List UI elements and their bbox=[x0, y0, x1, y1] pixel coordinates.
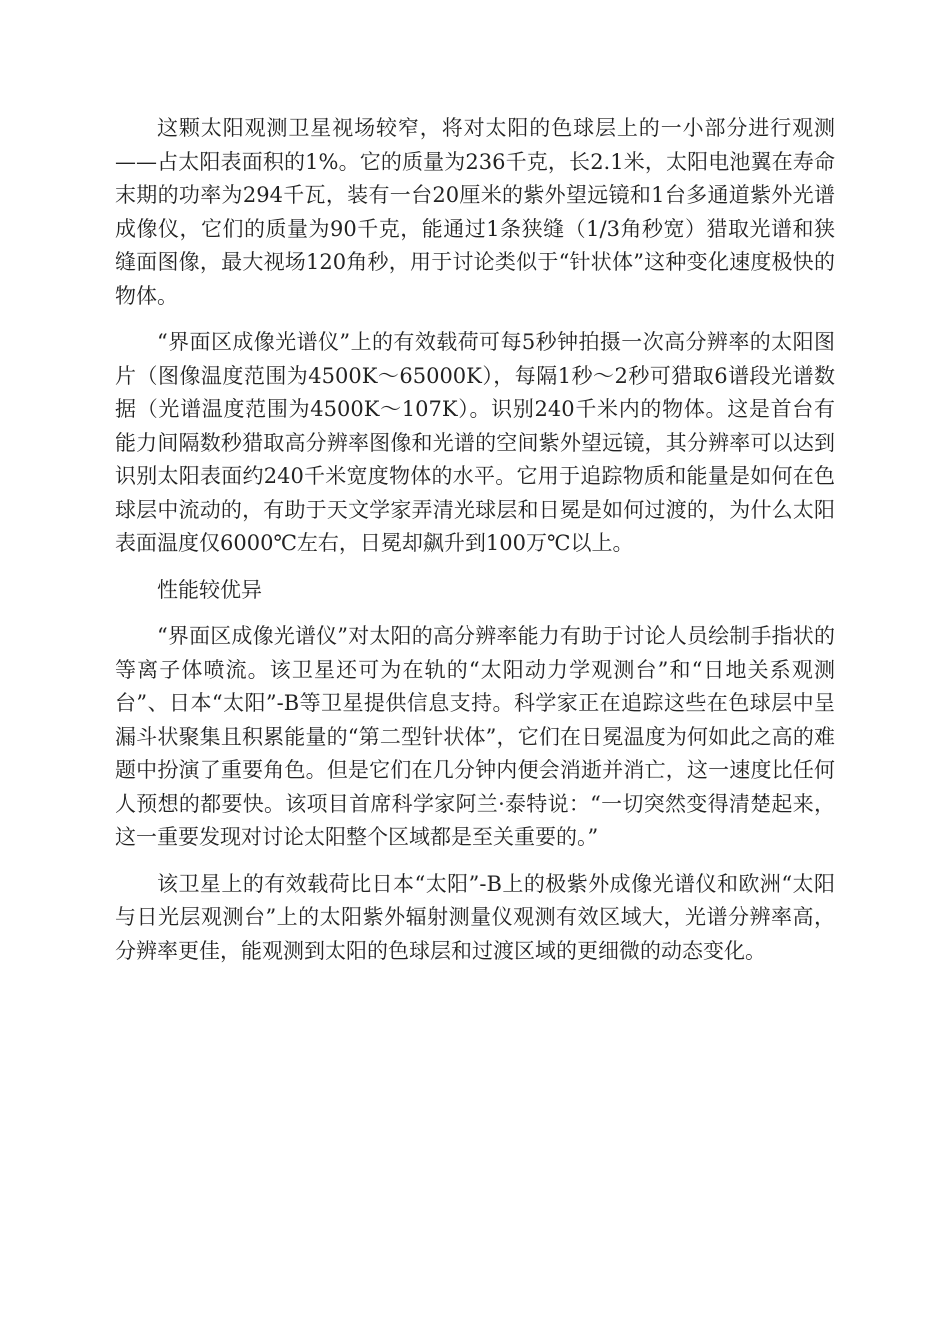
paragraph-iris-payload: “界面区成像光谱仪”上的有效载荷可每5秒钟拍摄一次高分辨率的太阳图片（图像温度范围为4500K～65000K），每隔1秒～2秒可猎取6谱段光谱数据（光谱温度范围为4500K～107K）。识别240千米内的物体。这是首台有能力间隔数秒猎取高分辨率图像和光谱的空间紫外望远镜，其分辨率可以达到识别太阳表面约240千米宽度物体的水平。它用于追踪物质和能量是如何在色球层中流动的，有助于天文学家弄清光球层和日冕是如何过渡的，为什么太阳表面温度仅6000℃左右，日冕却飙升到100万℃以上。 bbox=[115, 330, 835, 555]
paragraph-satellite-overview: 这颗太阳观测卫星视场较窄，将对太阳的色球层上的一小部分进行观测——占太阳表面积的1%。它的质量为236千克，长2.1米，太阳电池翼在寿命末期的功率为294千瓦，装有一台20厘米的紫外望远镜和1台多通道紫外光谱成像仪，它们的质量为90千克，能通过1条狭缝（1/3角秒宽）猎取光谱和狭缝面图像，最大视场120角秒，用于讨论类似于“针状体”这种变化速度极快的物体。 bbox=[115, 116, 835, 308]
paragraph-comparison: 该卫星上的有效载荷比日本“太阳”-B上的极紫外成像光谱仪和欧洲“太阳与日光层观测台”上的太阳紫外辐射测量仪观测有效区域大，光谱分辨率高，分辨率更佳，能观测到太阳的色球层和过渡区域的更细微的动态变化。 bbox=[115, 871, 835, 963]
section-heading: 性能较优异 bbox=[157, 577, 262, 602]
paragraph-spicules-research: “界面区成像光谱仪”对太阳的高分辨率能力有助于讨论人员绘制手指状的等离子体喷流。该卫星还可为在轨的“太阳动力学观测台”和“日地关系观测台”、日本“太阳”-B等卫星提供信息支持。科学家正在追踪这些在色球层中呈漏斗状聚集且积累能量的“第二型针状体”，它们在日冕温度为何如此之高的难题中扮演了重要角色。但是它们在几分钟内便会消逝并消亡，这一速度比任何人预想的都要快。该项目首席科学家阿兰·泰特说：“一切突然变得清楚起来，这一重要发现对讨论太阳整个区域都是至关重要的。” bbox=[115, 624, 835, 849]
document-body bbox=[115, 112, 835, 968]
